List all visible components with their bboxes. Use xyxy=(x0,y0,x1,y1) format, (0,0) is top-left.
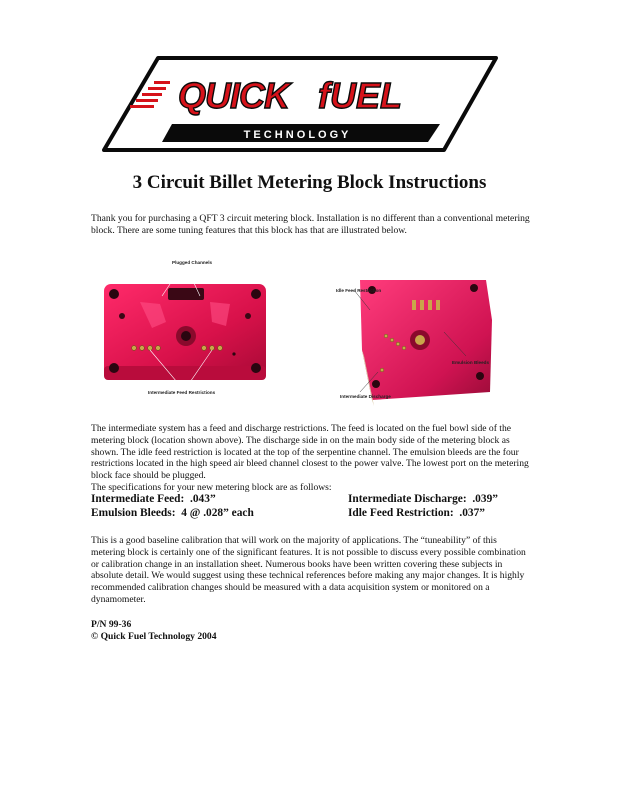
logo-tagline: T E C H N O L O G Y xyxy=(243,129,349,141)
spec-intermediate-discharge xyxy=(348,493,498,505)
label-emulsion-bleeds: Emulsion Bleeds xyxy=(452,360,490,365)
metering-block-front-photo xyxy=(100,256,268,400)
label-plugged-channels: Plugged Channels xyxy=(172,260,213,265)
logo-word-quick: QUICK xyxy=(178,75,289,116)
spec-value: .039” xyxy=(472,493,498,505)
metering-block-angled-photo xyxy=(332,280,502,406)
spec-intermediate-feed xyxy=(91,493,216,505)
spec-emulsion-bleeds xyxy=(91,507,254,519)
calibration-paragraph: This is a good baseline calibration that will work on the majority of applications. The “tuneability” of this metering block is certainly one of the significant features. It is not possible to discuss every possible combination or calibration change in an installation sheet. Numerous books have been written covering these subjects in absolute detail. We would suggest using these technical references before making any major changes. It is highly recommended calibration changes should be measured with a data acquisition system or monitored on a dynamometer. xyxy=(91,535,526,605)
spec-idle-feed-restriction xyxy=(348,507,485,519)
page-title: 3 Circuit Billet Metering Block Instructions xyxy=(132,172,487,193)
spec-label: Intermediate Feed: xyxy=(91,493,185,505)
system-description-paragraph: The intermediate system has a feed and discharge restrictions. The feed is located on the fuel bowl side of the metering block (location shown above). The discharge side in on the main body side of the metering block as shown. The idle feed restriction is located at the top of the serpentine channel. The emulsion bleeds are the four restrictions located in the high speed air bleed channel closest to the power valve. The lowest port on the metering block face should be plugged. xyxy=(91,423,529,482)
copyright-notice: © Quick Fuel Technology 2004 xyxy=(91,631,217,642)
label-intermediate-discharge: Intermediate Discharge xyxy=(340,394,391,399)
spec-value: .037” xyxy=(459,507,485,519)
logo-word-fuel: fUEL xyxy=(318,75,402,116)
spec-value: .043” xyxy=(190,493,216,505)
specs-intro: The specifications for your new metering block are as follows: xyxy=(91,482,332,493)
spec-label: Intermediate Discharge: xyxy=(348,493,467,505)
intro-paragraph: Thank you for purchasing a QFT 3 circuit metering block. Installation is no different than a conventional metering block. There are some tuning features that this block has that are illustrated below. xyxy=(91,213,530,236)
spec-label: Idle Feed Restriction: xyxy=(348,507,454,519)
label-intermediate-feed: Intermediate Feed Restrictions xyxy=(148,390,216,395)
company-logo xyxy=(100,50,500,155)
spec-label: Emulsion Bleeds: xyxy=(91,507,176,519)
label-idle-feed-restriction: Idle Feed Restriction xyxy=(336,288,382,293)
part-number: P/N 99-36 xyxy=(91,619,132,630)
spec-value: 4 @ .028” each xyxy=(181,507,254,519)
